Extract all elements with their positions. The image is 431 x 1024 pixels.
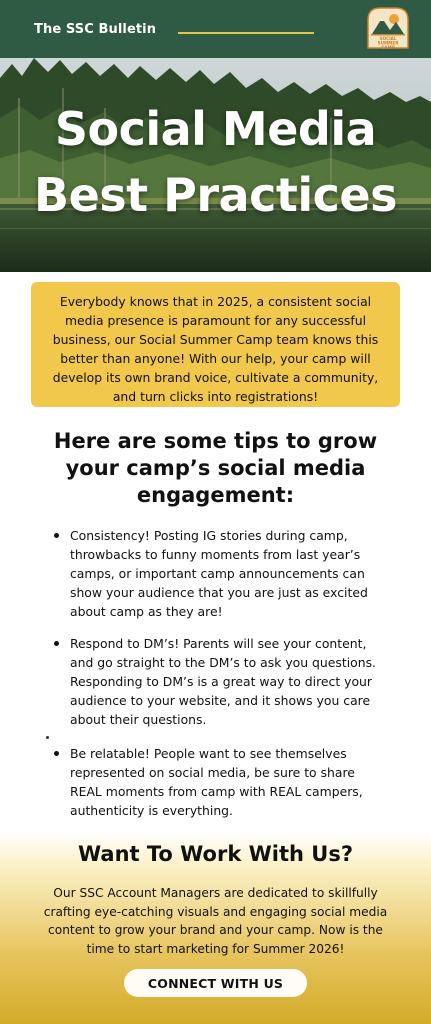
svg-text:SOCIAL: SOCIAL	[379, 36, 397, 41]
tips-heading: Here are some tips to grow your camp’s social media engagement:	[53, 429, 378, 507]
intro-text: Everybody knows that in 2025, a consistent social media presence is paramount for any successful business, our Social Summer Camp team knows this better than anyone! With our help, your camp will develop its own brand voice, cultivate a community, and turn clicks into registrations!	[52, 294, 379, 404]
bullet-icon	[54, 641, 59, 646]
header-divider	[178, 32, 314, 34]
hero-title-line2: Best Practices	[34, 168, 397, 222]
forest-lake-image	[0, 58, 431, 272]
bulletin-title: The SSC Bulletin	[34, 22, 157, 37]
svg-text:SUMMER: SUMMER	[377, 40, 399, 46]
connect-button[interactable]: CONNECT WITH US	[124, 969, 307, 997]
svg-text:CAMP: CAMP	[381, 45, 395, 50]
tip-text: Respond to DM’s! Parents will see your content, and go straight to the DM’s to ask you questions. Responding to DM’s is a great way to direct your audience to your website, and it shows you care about their questions.	[70, 636, 376, 727]
intro-box	[31, 282, 400, 407]
stray-dot	[46, 736, 49, 739]
cta-title: Want To Work With Us?	[77, 842, 354, 866]
cta-text: Our SSC Account Managers are dedicated to skillfully crafting eye-catching visuals and engaging social media content to grow your brand and your camp. Now is the time to start marketing for Summer 2026!	[43, 886, 388, 956]
camp-logo	[364, 4, 412, 52]
bullet-icon	[54, 751, 59, 756]
hero-banner	[0, 58, 431, 272]
tip-text: Be relatable! People want to see themselves represented on social media, be sure to share REAL moments from camp with REAL campers, authenticity is everything.	[70, 746, 363, 818]
bullet-icon	[54, 533, 59, 538]
hero-title-line1: Social Media	[54, 102, 377, 156]
tip-text: Consistency! Posting IG stories during camp, throwbacks to funny moments from last year’s camps, or important camp announcements can show your audience that you are just as excited about camp as they are!	[70, 528, 368, 619]
